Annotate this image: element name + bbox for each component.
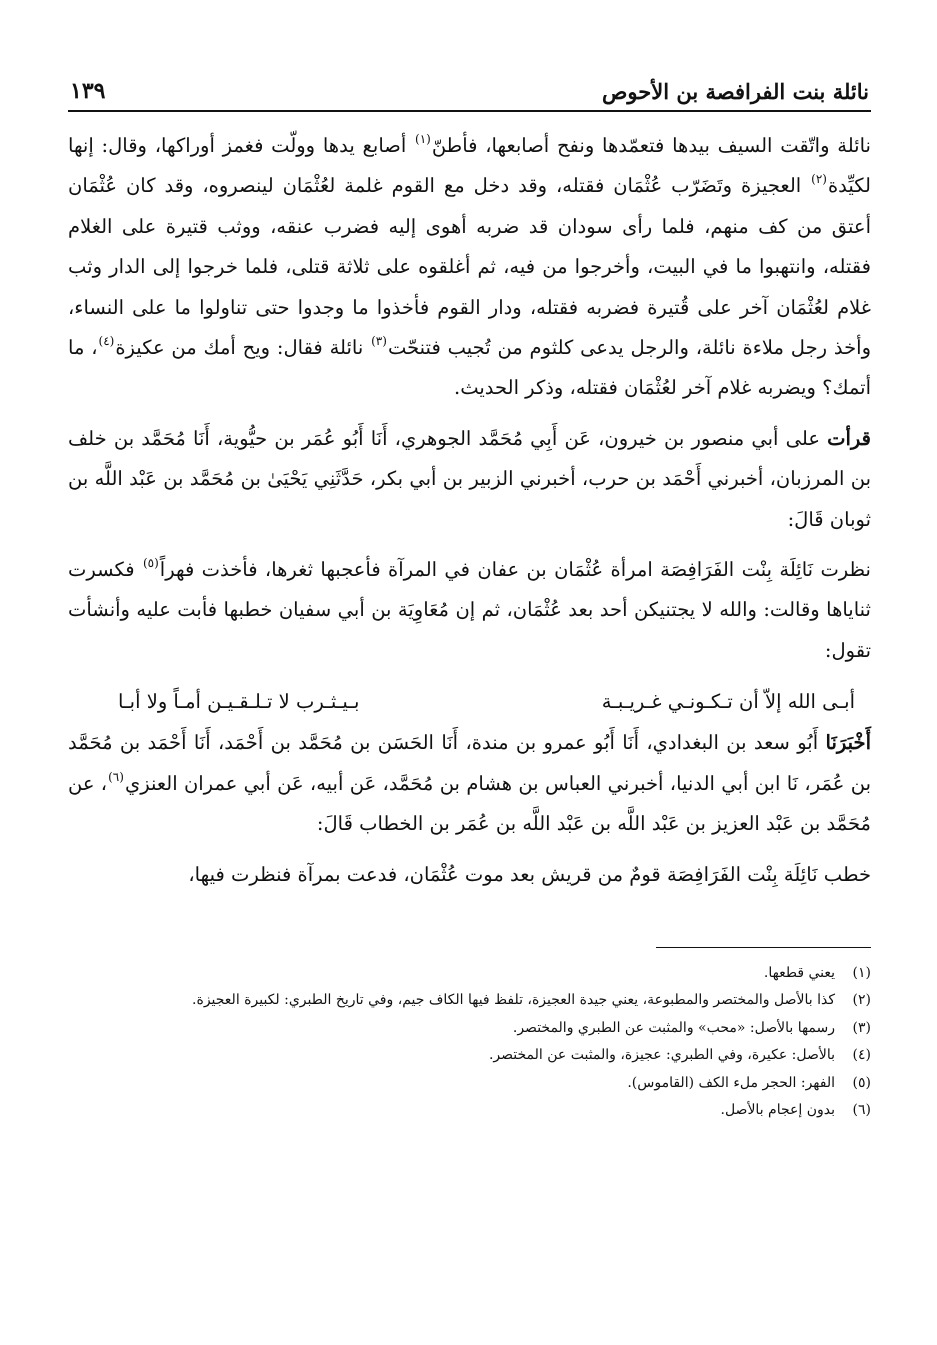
text-run: على أبي منصور بن خيرون، عَن أَبِي مُحَمَّد الجوهري، أَنَا أَبُو عُمَر بن حيُّوية، أَنَا مُحَمَّد بن خلف بن المرزبان، أخبرني أَحْمَد بن حرب، أخبرني الزبير بن أبي بكر، حَدَّثَنِي يَحْيَىٰ بن مُحَمَّد بن عَبْد اللَّه بن ثوبان قَالَ: xyxy=(68,426,871,531)
paragraph-lead-word: قرأت xyxy=(827,426,871,450)
text-run: ، عن مُحَمَّد بن عَبْد العزيز بن عَبْد اللَّه بن عَبْد اللَّه بن عُمَر بن الخطاب قَالَ: xyxy=(68,771,871,836)
verse-second-hemistich: بـيـثـرب لا تـلـقـيـن أمـاً ولا أبـا xyxy=(118,690,360,714)
text-run: العجيزة وتَضَرّب عُثْمَان فقتله، وقد دخل مع القوم غلمة لعُثْمَان لينصروه، وقد كان عُثْمَان أعتق من كف منهم، فلما رأى سودان قد ضربه أهوى إليه فضرب عنقه، ووثب قتيرة على الغلام فقتله، وانتهبوا ما في البيت، وأخرجوا من فيه، ثم أغلقوه على ثلاثة قتلى، فلما خرجوا إلى الدار وثب غلام لعُثْمَان آخر على قُتيرة فضربه فقتله، ودار القوم فأخذوا ما وجدوا حتى تناولوا ما على النساء، وأخذ رجل ملاءة نائلة، والرجل يدعى كلثوم من تُجيب فتنحّت xyxy=(68,174,871,360)
footnote-number: (٥) xyxy=(852,1074,871,1091)
paragraph-3 xyxy=(68,550,871,671)
footnote-ref-2: (٢) xyxy=(811,172,827,187)
footnote-number: (٤) xyxy=(852,1047,871,1064)
page-number: ١٣٩ xyxy=(70,78,106,104)
footnote-text: بالأصل: عكيرة، وفي الطبري: عجيزة، والمثبت عن المختصر. xyxy=(488,1047,835,1064)
chapter-title: نائلة بنت الفرافصة بن الأحوص xyxy=(602,79,869,104)
text-run: نائلة فقال: ويح أمك من عكيزة xyxy=(115,336,371,360)
footnote-number: (١) xyxy=(852,964,871,981)
running-header xyxy=(68,70,871,112)
paragraph-2 xyxy=(68,419,871,540)
footnote-number: (٢) xyxy=(852,992,871,1009)
paragraph-1 xyxy=(68,126,871,409)
footnote-ref-5: (٥) xyxy=(142,556,159,571)
footnote-text: يعني قطعها. xyxy=(763,964,835,981)
footnote-divider xyxy=(656,947,871,948)
footnote-5 xyxy=(68,1070,871,1097)
text-run: فكسرت ثناياها وقالت: والله لا يجتنيكن أحد بعد عُثْمَان، ثم إن مُعَاوِيَة بن أبي سفيان خطبها فأبت عليه وأنشأت تقول: xyxy=(68,558,871,662)
footnote-ref-4: (٤) xyxy=(98,334,115,349)
footnote-ref-3: (٣) xyxy=(371,334,387,349)
text-run: ، ما أتمك؟ ويضربه غلام آخر لعُثْمَان فقتله، وذكر الحديث. xyxy=(68,336,871,400)
footnote-text: كذا بالأصل والمختصر والمطبوعة، يعني جيدة العجيزة، تلفظ فيها الكاف جيم، وفي تاريخ الطبري: لكبيرة العجيزة. xyxy=(192,992,835,1009)
footnote-4 xyxy=(68,1042,871,1069)
poetry-verse xyxy=(68,681,871,723)
text-run: نائلة واتّقت السيف بيدها فتعمّدها ونفح أصابعها، فأطنّ xyxy=(431,134,871,157)
paragraph-5: خطب نَائِلَة بِنْت الفَرَافِصَة قومٌ من قريش بعد موت عُثْمَان، فدعت بمرآة فنظرت فيها، xyxy=(188,862,871,886)
footnote-number: (٦) xyxy=(852,1101,871,1118)
text-run: أَبُو سعد بن البغدادي، أَنَا أَبُو عمرو بن مندة، أَنَا الحَسَن بن مُحَمَّد بن أَحْمَد، أَنَا أَحْمَد بن مُحَمَّد بن عُمَر، نَا ابن أبي الدنيا، أخبرني العباس بن هشام بن مُحَمَّد، عَن أبيه، عَن أبي عمران العنزي xyxy=(68,731,871,795)
footnote-2 xyxy=(68,987,871,1014)
footnote-6 xyxy=(68,1097,871,1124)
footnote-text: بدون إعجام بالأصل. xyxy=(720,1101,835,1118)
footnote-number: (٣) xyxy=(852,1019,871,1036)
verse-first-hemistich: أبـى الله إلاّ أن تـكـونـي غـريـبـة xyxy=(601,690,855,714)
footnote-1 xyxy=(68,960,871,987)
text-run: أصابع يدها وولّت فغمز أوراكها، وقال: إنها لكيِّدة xyxy=(68,134,871,198)
footnote-ref-1: (١) xyxy=(415,132,431,146)
footnote-text: الفهر: الحجر ملء الكف (القاموس). xyxy=(627,1074,835,1091)
text-run: نظرت نَائِلَة بِنْت الفَرَافِصَة امرأة عُثْمَان بن عفان في المرآة فأعجبها ثغرها، فأخذت فهراً xyxy=(159,558,871,582)
footnote-text: رسمها بالأصل: «محب» والمثبت عن الطبري والمختصر. xyxy=(512,1019,835,1036)
paragraph-4 xyxy=(68,723,871,844)
footnote-ref-6: (٦) xyxy=(108,769,124,784)
paragraph-lead-word: أَخْبَرَنَا xyxy=(825,731,871,755)
footnotes xyxy=(68,960,871,1124)
footnote-3 xyxy=(68,1015,871,1042)
